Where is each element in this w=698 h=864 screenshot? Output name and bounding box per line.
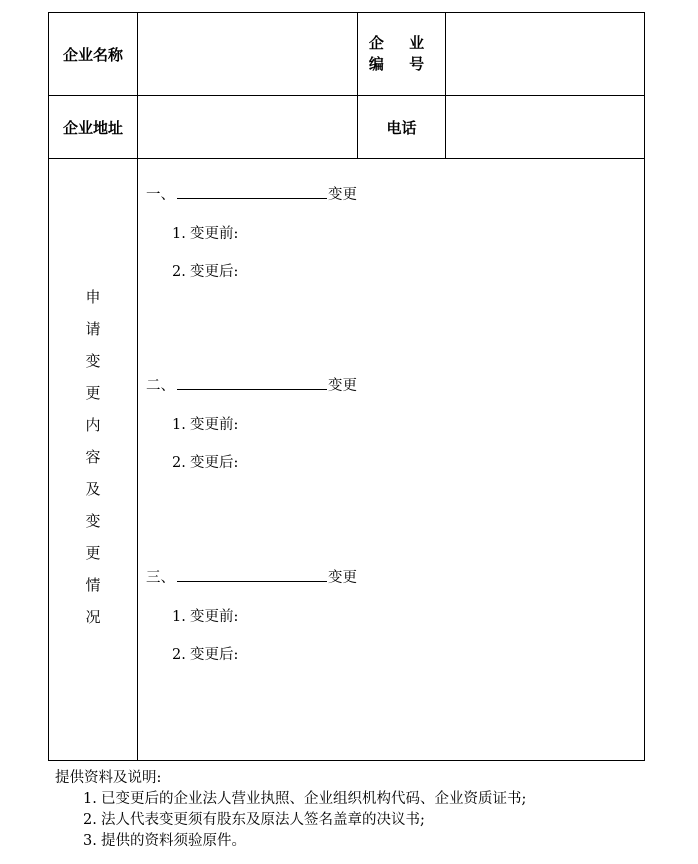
- side-title-char: 况: [85, 608, 101, 626]
- after-change-line: [172, 452, 357, 474]
- side-title-char: 申: [85, 288, 101, 306]
- side-title-char: 及: [85, 480, 101, 498]
- note-item: [83, 789, 526, 810]
- phone-label-text: 电话: [386, 118, 417, 137]
- side-title-char: 情: [85, 576, 101, 594]
- item-number: 2.: [172, 264, 186, 280]
- section-suffix: 变更: [328, 570, 357, 586]
- section-number: 二、: [146, 378, 175, 394]
- after-change-label: 变更后:: [190, 264, 239, 280]
- company-name-label: [49, 13, 137, 95]
- section-heading: [146, 375, 357, 397]
- section-heading: [146, 184, 357, 206]
- before-change-line: [172, 223, 357, 245]
- side-title-char: 变: [85, 512, 101, 530]
- company-id-label: [358, 13, 445, 95]
- note-item: [83, 831, 526, 852]
- before-change-line: [172, 606, 357, 628]
- before-change-line: [172, 414, 357, 436]
- note-text: 提供的资料须验原件。: [101, 833, 246, 849]
- side-title-char: 更: [85, 544, 101, 562]
- change-section-1: [146, 184, 357, 283]
- change-item-blank[interactable]: [177, 184, 327, 199]
- after-change-line: [172, 644, 357, 666]
- company-id-label-line1: 企 业: [368, 34, 435, 52]
- note-text: 已变更后的企业法人营业执照、企业组织机构代码、企业资质证书;: [101, 791, 527, 807]
- note-text: 法人代表变更须有股东及原法人签名盖章的决议书;: [101, 812, 425, 828]
- side-title-char: 更: [85, 384, 101, 402]
- after-change-line: [172, 261, 357, 283]
- change-content-vertical-title: [49, 281, 137, 633]
- section-suffix: 变更: [328, 187, 357, 203]
- note-number: 3.: [83, 833, 97, 849]
- note-number: 2.: [83, 812, 97, 828]
- row-divider-2: [49, 158, 644, 159]
- before-change-label: 变更前:: [190, 226, 239, 242]
- after-change-label: 变更后:: [190, 455, 239, 471]
- before-change-label: 变更前:: [190, 417, 239, 433]
- submission-notes: [55, 768, 526, 852]
- phone-field[interactable]: [446, 96, 644, 158]
- side-title-char: 请: [85, 320, 101, 338]
- before-change-label: 变更前:: [190, 609, 239, 625]
- item-number: 2.: [172, 647, 186, 663]
- item-number: 2.: [172, 455, 186, 471]
- company-id-label-line2: 编 号: [368, 55, 435, 73]
- side-title-char: 内: [85, 416, 101, 434]
- change-application-form: [48, 12, 645, 761]
- company-name-label-text: 企业名称: [62, 45, 123, 64]
- note-number: 1.: [83, 791, 97, 807]
- company-name-field[interactable]: [138, 13, 357, 95]
- side-title-char: 容: [85, 448, 101, 466]
- change-section-2: [146, 375, 357, 474]
- notes-title: 提供资料及说明:: [55, 770, 162, 786]
- item-number: 1.: [172, 226, 186, 242]
- change-item-blank[interactable]: [177, 375, 327, 390]
- section-heading: [146, 567, 357, 589]
- company-address-label: [49, 96, 137, 158]
- item-number: 1.: [172, 609, 186, 625]
- phone-label: [358, 96, 445, 158]
- item-number: 1.: [172, 417, 186, 433]
- section-suffix: 变更: [328, 378, 357, 394]
- side-title-char: 变: [85, 352, 101, 370]
- note-item: [83, 810, 526, 831]
- company-address-label-text: 企业地址: [62, 118, 123, 137]
- company-address-field[interactable]: [138, 96, 357, 158]
- change-section-3: [146, 567, 357, 666]
- after-change-label: 变更后:: [190, 647, 239, 663]
- section-number: 三、: [146, 570, 175, 586]
- change-item-blank[interactable]: [177, 567, 327, 582]
- section-number: 一、: [146, 187, 175, 203]
- company-id-field[interactable]: [446, 13, 644, 95]
